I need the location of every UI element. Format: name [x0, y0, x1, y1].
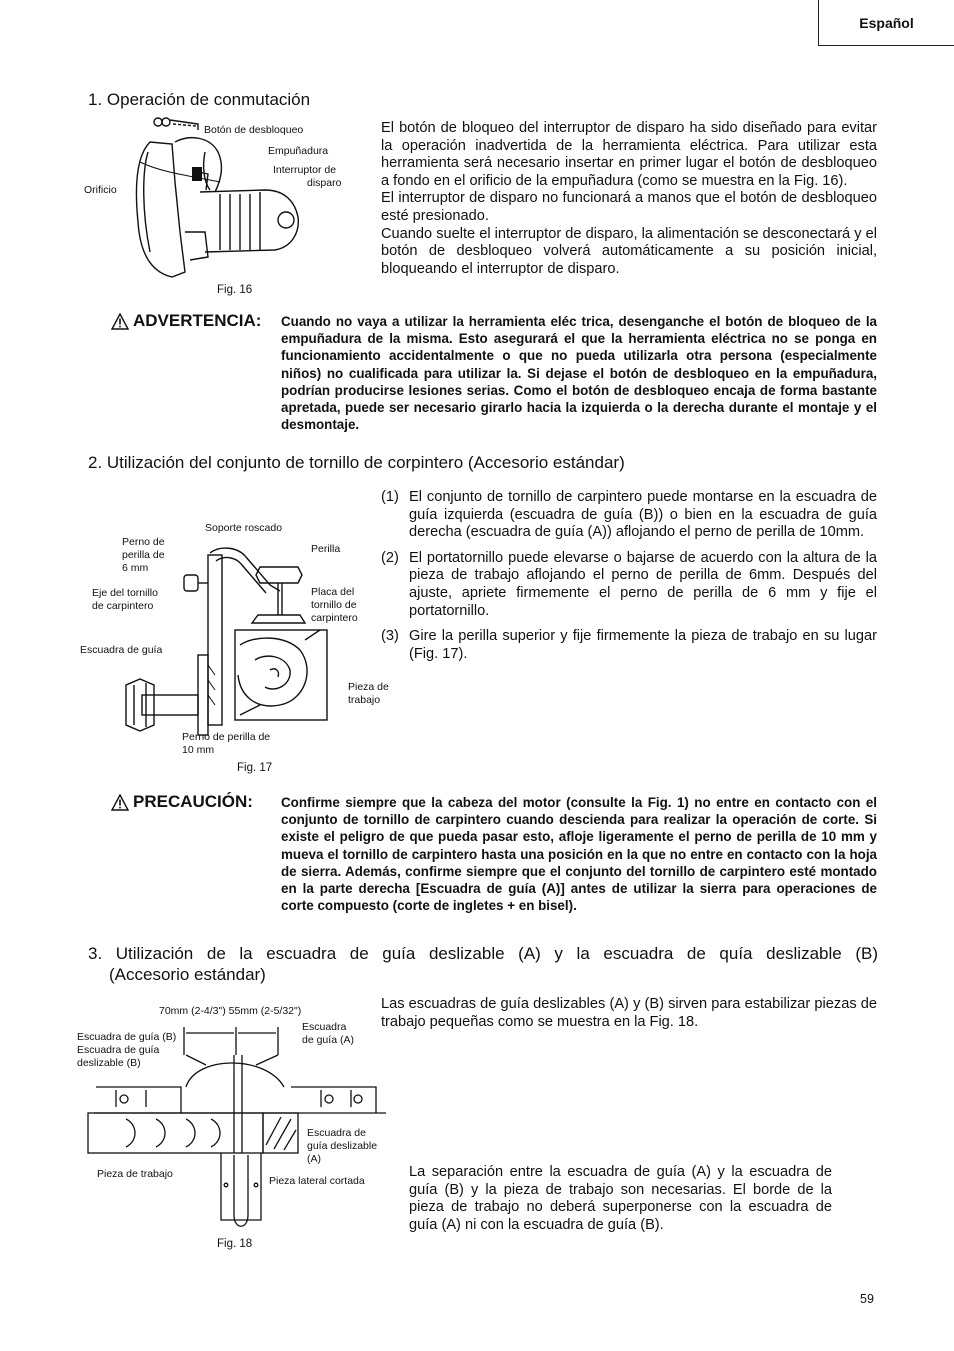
fig16-caption: Fig. 16 — [217, 284, 253, 296]
caution-text: Confirme siempre que la cabeza del motor (consulte la Fig. 1) no entre en contacto con el conjunto de tornillo de carpintero cuando descienda para realizar la operación de corte. Si existe el peligro de que pueda pasar esto, afloje ligeramente el perno de perilla de 10 mm y mueva el tornillo de carpintero hasta una posición en la que no entre en contacto con la hoja de sierra. Además, confirme siempre que el conjunto del tornillo de carpintero esté montado en la parte derecha [Escuadra de guía (A)] antes de utilizar la sierra para operaciones de corte compuesto (corte de ingletes + en bisel). — [281, 795, 877, 914]
section1-paragraph-1: El botón de bloqueo del interruptor de disparo ha sido diseñado para evitar la operación inadvertida de la herramienta eléctrica. Para utilizar esta herramienta será necesario insertar en primer lugar el botón de desbloqueo a fondo en el orificio de la empuñadura (como se muestra en la Fig. 16). — [381, 120, 877, 189]
fig17-label-knob: Perilla — [311, 543, 341, 555]
list-item — [381, 628, 877, 663]
fig17-label-bolt6-3: 6 mm — [122, 562, 149, 574]
fig17-label-support: Soporte roscado — [205, 522, 283, 534]
fig17-label-workpiece-1: Pieza de — [348, 681, 389, 693]
section3-paragraph-2: La separación entre la escuadra de guía (A) y la escuadra de guía (B) y la pieza de trabajo son necesarias. El borde de la pieza de trabajo no deberá superponerse con la escuadra de guía (A) ni con la escuadra de guía (B). — [409, 1164, 832, 1233]
fig16-label-release: Botón de desbloqueo — [204, 124, 304, 136]
fig17-caption: Fig. 17 — [237, 762, 273, 774]
fig17-label-bolt10-2: 10 mm — [182, 744, 215, 756]
fig17-label-plate-3: carpintero — [311, 612, 358, 624]
fig18-label-guide-b: Escuadra de guía (B) — [77, 1031, 177, 1043]
list-item-number: (3) — [381, 628, 399, 645]
fig16-label-trigger-2: disparo — [307, 177, 342, 189]
section1-paragraph-3: Cuando suelte el interruptor de disparo, la alimentación se desconectará y el botón de desbloqueo volverá automáticamente a su posición inicial, bloqueando el interruptor de disparo. — [381, 225, 877, 277]
fig17-label-bolt6-1: Perno de — [122, 536, 165, 548]
section1-heading: 1. Operación de conmutación — [88, 90, 311, 109]
fig17-label-workpiece-2: trabajo — [348, 694, 381, 706]
fig17-label-plate-2: tornillo de — [311, 599, 357, 611]
fig17-label-shaft-2: de carpintero — [92, 600, 154, 612]
fig16-drawing — [80, 112, 370, 302]
page-number: 59 — [860, 1292, 874, 1306]
warning-label-text: ADVERTENCIA: — [133, 311, 262, 330]
section1-text — [381, 120, 877, 278]
warning-triangle-icon — [111, 313, 129, 330]
section3-paragraph-1: Las escuadras de guía deslizables (A) y (B) sirven para estabilizar piezas de trabajo pequeñas como se muestra en la Fig. 18. — [381, 996, 877, 1030]
list-item-text: El portatornillo puede elevarse o bajarse de acuerdo con la altura de la pieza de trabajo aflojando el perno de perilla de 6mm. Después del ajuste, apriete firmemente el perno de perilla de 6 mm y fije el portatornillo. — [409, 549, 877, 619]
fig18-label-slide-a-3: (A) — [307, 1153, 321, 1165]
section2-heading: 2. Utilización del conjunto de tornillo de corpintero (Accesorio estándar) — [88, 453, 625, 472]
fig18-label-slide-b-2: deslizable (B) — [77, 1057, 141, 1069]
list-item-text: Gire la perilla superior y fije firmemente la pieza de trabajo en su lugar (Fig. 17). — [409, 628, 877, 662]
section3-heading-line2: (Accesorio estándar) — [109, 965, 266, 984]
list-item — [381, 489, 877, 542]
language-tab — [818, 0, 954, 46]
fig16-label-handle: Empuñadura — [268, 145, 329, 157]
list-item — [381, 550, 877, 620]
warning-text: Cuando no vaya a utilizar la herramienta eléc trica, desenganche el botón de bloqueo de la empuñadura de la misma. Esto asegurará el que la herramienta eléctrica no se ponga en funcionamiento accidentalmente o que no pueda utilizarla otra persona (especialmente niños) no cualificada para utilizar la. Si dejase el botón de desbloqueo en la empuñadura, podrían producirse lesiones serias. Como el botón de desbloqueo encaja de forma bastante apretada, puede ser necesario girarlo hacia la izquierda o la derecha durante el montaje y el desmontaje. — [281, 314, 877, 433]
warning-label — [111, 311, 261, 331]
fig18-label-guide-a-2: de guía (A) — [302, 1034, 354, 1046]
caution-label-text: PRECAUCIÓN: — [133, 792, 253, 811]
fig17-label-bolt10-1: Perno de perilla de — [182, 731, 271, 743]
section3-heading-line1: 3. Utilización de la escuadra de guía deslizable (A) y la escuadra de quía deslizable (B) — [88, 944, 878, 963]
fig16-label-hole: Orificio — [84, 184, 117, 196]
section1-paragraph-2: El interruptor de disparo no funcionará a manos que el botón de desbloqueo esté presionado. — [381, 190, 877, 224]
fig16-label-trigger-1: Interruptor de — [273, 164, 337, 176]
fig17-label-plate-1: Placa del — [311, 586, 355, 598]
caution-label — [111, 792, 253, 812]
trigger-icon — [192, 167, 202, 181]
list-item-number: (1) — [381, 489, 399, 505]
list-item-text: El conjunto de tornillo de carpintero puede montarse en la escuadra de guía izquierda (escuadra de guía (B)) o bien en la escuadra de guía derecha (escuadra de guía (A)) aflojando el perno de perilla de 10mm. — [409, 489, 877, 541]
section2-list — [381, 489, 877, 671]
fig18-caption: Fig. 18 — [217, 1238, 253, 1250]
fig17-label-shaft-1: Eje del tornillo — [92, 587, 158, 599]
fig18-label-workpiece: Pieza de trabajo — [97, 1168, 173, 1180]
fig18-label-slide-b-1: Escuadra de guía — [77, 1044, 160, 1056]
language-label: Español — [859, 14, 914, 31]
warning-triangle-icon — [111, 794, 129, 811]
fig18-label-dim: 70mm (2-4/3") 55mm (2-5/32") — [159, 1005, 302, 1017]
fig18-label-slide-a-2: guía deslizable — [307, 1140, 378, 1152]
fig18-label-slide-a-1: Escuadra de — [307, 1127, 366, 1139]
fig17-label-bolt6-2: perilla de — [122, 549, 165, 561]
fig17-drawing — [120, 535, 360, 750]
fig18-label-guide-a-1: Escuadra — [302, 1021, 347, 1033]
fig17-label-guide: Escuadra de guía — [80, 644, 163, 656]
fig18-label-cut-side: Pieza lateral cortada — [269, 1175, 365, 1187]
list-item-number: (2) — [381, 549, 399, 566]
